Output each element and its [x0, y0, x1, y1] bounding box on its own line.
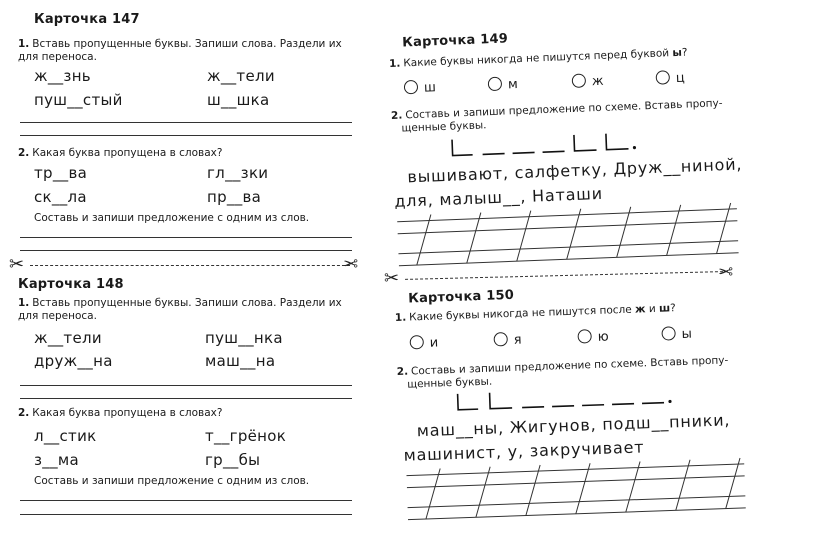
cut-line	[30, 265, 350, 266]
option-ts[interactable]: ц	[656, 70, 685, 87]
writing-line	[20, 122, 352, 123]
card-147-word-2: ж__тели	[207, 67, 275, 85]
option-zh[interactable]: ж	[572, 73, 604, 90]
radio-circle-icon[interactable]	[410, 335, 424, 349]
card-150-task1: 1. Какие буквы никогда не пишутся после ж и ш?	[394, 302, 676, 324]
card-147-compose: Составь и запиши предложение с одним из слов.	[34, 212, 310, 224]
writing-line	[20, 500, 352, 501]
card-150	[394, 279, 763, 541]
radio-circle-icon[interactable]	[661, 326, 675, 340]
card-148-word-1: ж__тели	[34, 329, 102, 347]
radio-circle-icon[interactable]	[577, 329, 591, 343]
card-147-word-1: ж__знь	[34, 67, 91, 85]
writing-line	[20, 135, 352, 136]
card-150-words-line-2: машинист, у, закручивает	[403, 437, 645, 465]
radio-circle-icon[interactable]	[404, 80, 419, 95]
card-147-task1: 1. Вставь пропущенные буквы. Запиши слова. Раздели их для переноса.	[18, 38, 342, 63]
scissors-icon: ✂	[9, 254, 25, 275]
card-148-task1: 1. Вставь пропущенные буквы. Запиши слова. Раздели их для переноса.	[18, 297, 342, 322]
card-147-task2: 2. Какая буква пропущена в словах?	[18, 147, 223, 159]
card-150-task2: 2. Составь и запиши предложение по схеме. Вставь пропу- щенные буквы.	[396, 354, 729, 391]
writing-line	[20, 250, 352, 251]
option-sh[interactable]: ш	[404, 79, 436, 96]
card-148-title: Карточка 148	[18, 277, 124, 292]
slanted-writing-lines	[397, 201, 744, 276]
option-yu[interactable]: ю	[577, 329, 608, 346]
slanted-writing-lines	[406, 456, 753, 530]
card-147-word-3: пуш__стый	[34, 91, 123, 109]
card-148-word-3: друж__на	[34, 352, 113, 370]
card-148	[18, 277, 348, 292]
card-147-title: Карточка 147	[34, 12, 140, 27]
card-149-words-line-2: для, малыш__, Наташи	[393, 183, 604, 211]
writing-line	[20, 514, 352, 515]
option-i[interactable]: и	[410, 334, 439, 351]
card-148-word-2: пуш__нка	[205, 329, 283, 347]
card-148-word-7: з__ма	[34, 451, 79, 469]
card-149-title: Карточка 149	[401, 31, 509, 51]
card-149-task2: 2. Составь и запиши предложение по схеме. Вставь пропу- щенные буквы.	[390, 97, 723, 135]
option-ya[interactable]: я	[493, 332, 521, 349]
card-147-word-7: ск__ла	[34, 188, 87, 206]
radio-circle-icon[interactable]	[572, 73, 587, 88]
writing-line	[20, 237, 352, 238]
card-147	[34, 12, 364, 27]
option-m[interactable]: м	[488, 76, 518, 93]
card-149-task1: 1. Какие буквы никогда не пишутся перед буквой ы?	[388, 46, 688, 70]
card-148-word-8: гр__бы	[205, 451, 261, 469]
card-147-word-5: тр__ва	[34, 164, 88, 182]
radio-circle-icon[interactable]	[493, 332, 507, 346]
option-y[interactable]: ы	[661, 326, 692, 343]
scissors-icon: ✂	[343, 254, 359, 275]
radio-circle-icon[interactable]	[656, 70, 671, 85]
card-150-title: Карточка 150	[407, 287, 515, 307]
card-149-words-line-1: вышивают, салфетку, Друж__ниной,	[407, 154, 743, 187]
card-147-word-4: ш__шка	[207, 91, 270, 109]
card-148-word-5: л__стик	[34, 427, 97, 445]
writing-line	[20, 385, 352, 386]
writing-line	[20, 398, 352, 399]
card-147-word-8: пр__ва	[207, 188, 262, 206]
card-148-task2: 2. Какая буква пропущена в словах?	[18, 407, 223, 419]
scissors-icon: ✂	[384, 268, 400, 289]
card-150-words-line-1: маш__ны, Жигунов, подш__пники,	[416, 410, 731, 441]
card-148-compose: Составь и запиши предложение с одним из слов.	[34, 475, 310, 487]
radio-circle-icon[interactable]	[488, 77, 503, 92]
card-147-word-6: гл__зки	[207, 164, 269, 182]
card-149	[388, 22, 757, 266]
card-148-word-6: т__грёнок	[205, 427, 287, 445]
scissors-icon: ✂	[718, 262, 734, 283]
card-148-word-4: маш__на	[205, 352, 276, 370]
